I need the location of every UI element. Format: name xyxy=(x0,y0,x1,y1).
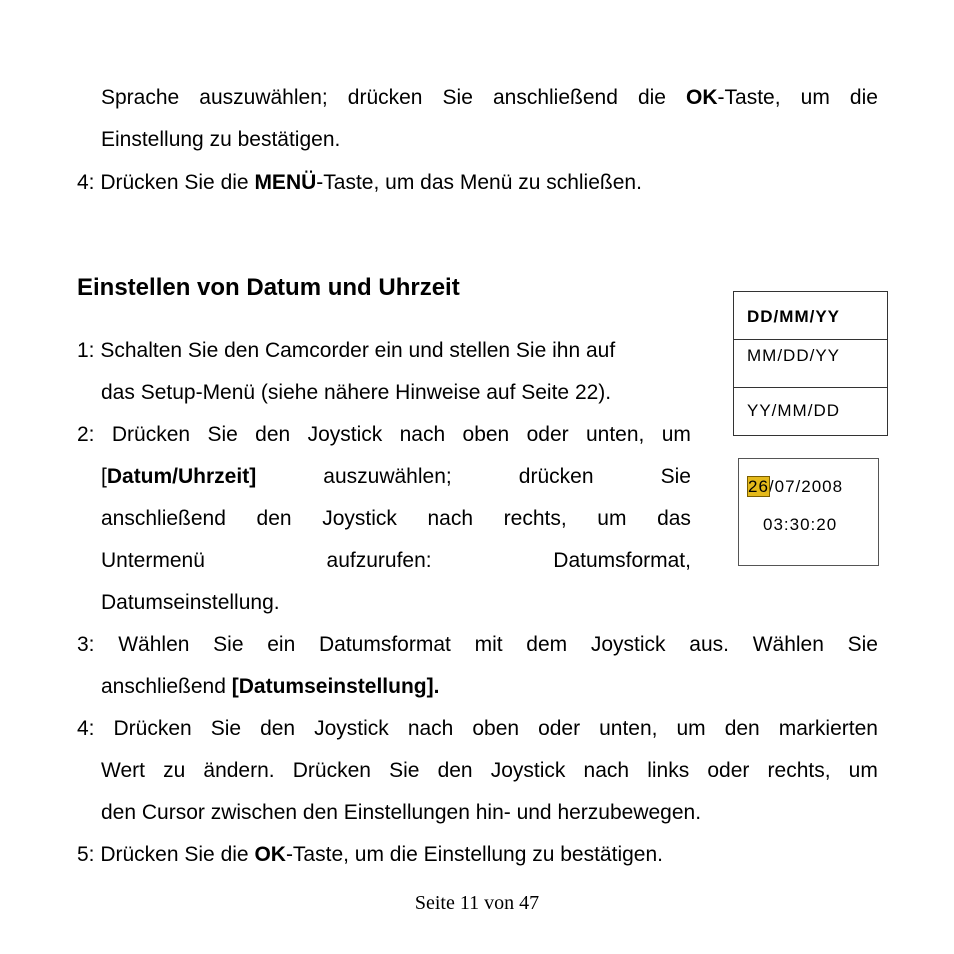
word: Wählen xyxy=(752,633,824,656)
step-text: 5: Drücken Sie die xyxy=(77,843,255,866)
word: um xyxy=(597,507,627,530)
word: die xyxy=(637,86,666,109)
word: auszuwählen; xyxy=(323,465,452,488)
word: den xyxy=(255,423,291,446)
word: Untermenü xyxy=(101,549,205,572)
word: Drücken xyxy=(113,717,192,740)
page-number: Seite 11 von 47 xyxy=(414,892,540,914)
section-heading: Einstellen von Datum und Uhrzeit xyxy=(77,274,460,301)
date-format-label: DD/MM/YY xyxy=(747,307,840,326)
word: links xyxy=(647,759,690,782)
word: 3: xyxy=(77,633,95,656)
word: Joystick xyxy=(307,423,383,446)
word: rechts, xyxy=(767,759,831,782)
word: Sie xyxy=(210,717,242,740)
word: Joystick xyxy=(322,507,397,530)
word: den xyxy=(437,759,473,782)
word: mit xyxy=(474,633,503,656)
word: unten, xyxy=(599,717,658,740)
date-value xyxy=(748,477,843,497)
word: Sie xyxy=(847,633,878,656)
word: drücken xyxy=(347,86,423,109)
word: ein xyxy=(267,633,296,656)
word: nach xyxy=(427,507,474,530)
word: nach xyxy=(583,759,630,782)
datumseinstellung-option: [Datumseinstellung]. xyxy=(231,675,440,698)
time-value: 03:30:20 xyxy=(763,515,838,534)
step-4-line-3: den Cursor zwischen den Einstellungen hin- und herzubewegen. xyxy=(101,801,702,824)
word: oder xyxy=(526,423,569,446)
word: um xyxy=(676,717,706,740)
word: um xyxy=(661,423,691,446)
word: auszuwählen; xyxy=(199,86,328,109)
word: zu xyxy=(163,759,186,782)
step-text: anschließend xyxy=(101,675,232,698)
intro-line-2: Einstellung zu bestätigen. xyxy=(101,128,341,151)
step-2-line-4 xyxy=(101,548,691,574)
step-3-line-2 xyxy=(101,674,439,700)
word: oder xyxy=(538,717,581,740)
word: anschließend xyxy=(101,507,226,530)
word: Drücken xyxy=(111,423,191,446)
word: nach xyxy=(399,423,446,446)
word: Joystick xyxy=(490,759,566,782)
word: 2: xyxy=(77,423,95,446)
word: das xyxy=(657,507,691,530)
word: Sie xyxy=(660,465,691,488)
word: um xyxy=(848,759,878,782)
word: markierten xyxy=(778,717,878,740)
step-2-line-3 xyxy=(101,506,691,532)
word-ok-taste: OK-Taste, xyxy=(686,86,781,109)
word: Joystick xyxy=(590,633,666,656)
word: oben xyxy=(462,423,510,446)
word: ändern. xyxy=(203,759,275,782)
word: unten, xyxy=(585,423,645,446)
ok-key: OK xyxy=(254,843,286,866)
date-format-option xyxy=(734,339,887,388)
word: oder xyxy=(707,759,750,782)
word: anschließend xyxy=(492,86,618,109)
date-rest: /07/2008 xyxy=(768,477,844,496)
step-1-line-2: das Setup-Menü (siehe nähere Hinweise auf Seite 22). xyxy=(101,381,612,404)
word: Wählen xyxy=(118,633,190,656)
word: Sie xyxy=(389,759,420,782)
date-format-label: MM/DD/YY xyxy=(747,346,840,365)
step-2-line-5: Datumseinstellung. xyxy=(101,591,280,614)
word: 4: xyxy=(77,717,95,740)
word: Datumsformat xyxy=(318,633,451,656)
intro-line-1 xyxy=(101,85,878,111)
step-1-line-1: 1: Schalten Sie den Camcorder ein und stellen Sie ihn auf xyxy=(77,339,616,362)
step-2-line-2 xyxy=(101,464,691,490)
word: Wert xyxy=(101,759,145,782)
word: aufzurufen: xyxy=(326,549,432,572)
word: rechts, xyxy=(503,507,567,530)
menu-key: MENÜ xyxy=(254,171,317,194)
word: oben xyxy=(472,717,520,740)
word: den xyxy=(260,717,296,740)
word: um xyxy=(800,86,830,109)
word: den xyxy=(256,507,292,530)
word: die xyxy=(849,86,878,109)
word: Joystick xyxy=(314,717,389,740)
word: Datumsformat, xyxy=(553,549,691,572)
step-5 xyxy=(77,842,663,868)
step-4-line-2 xyxy=(101,758,878,784)
step-4-line-1 xyxy=(77,716,878,742)
intro-step-4 xyxy=(77,170,642,196)
word: den xyxy=(724,717,760,740)
step-3-line-1 xyxy=(77,632,878,658)
date-time-display xyxy=(738,458,879,566)
word: nach xyxy=(407,717,454,740)
word: drücken xyxy=(518,465,594,488)
step-2-line-1 xyxy=(77,422,691,448)
word: Sie xyxy=(442,86,473,109)
date-format-label: YY/MM/DD xyxy=(747,401,840,420)
datetime-option: [Datum/Uhrzeit] xyxy=(101,465,257,488)
date-format-option xyxy=(734,292,887,339)
date-format-menu xyxy=(733,291,888,436)
step-text: -Taste, um das Menü zu schließen. xyxy=(316,171,642,194)
date-format-option xyxy=(734,387,887,436)
step-text: -Taste, um die Einstellung zu bestätigen. xyxy=(285,843,663,866)
word: Sie xyxy=(213,633,244,656)
word: Sie xyxy=(207,423,238,446)
step-text: 4: Drücken Sie die xyxy=(77,171,255,194)
highlighted-day: 26 xyxy=(748,477,769,496)
word: aus. xyxy=(689,633,729,656)
word: dem xyxy=(526,633,568,656)
word: Sprache xyxy=(101,86,180,109)
word: Drücken xyxy=(292,759,371,782)
